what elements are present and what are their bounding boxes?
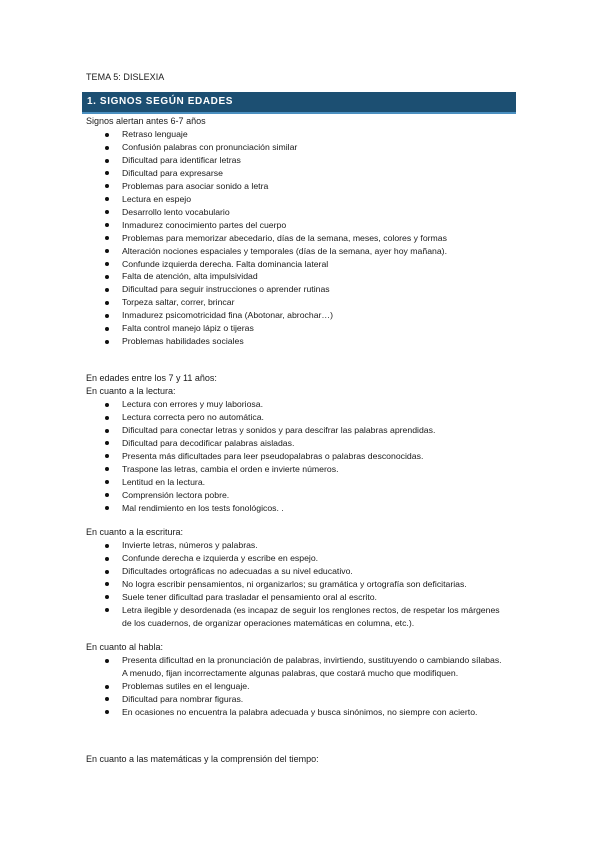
list-item: Lectura con errores y muy laboriosa.	[86, 398, 506, 411]
list-item: En ocasiones no encuentra la palabra adecuada y busca sinónimos, no siempre con acierto.	[86, 706, 506, 719]
list-item: Presenta dificultad en la pronunciación de palabras, invirtiendo, sustituyendo o cambiando sílabas. A menudo, fijan incorrectamente algunas palabras, que costará mucho que modifiquen.	[86, 654, 506, 680]
list-item: Dificultad para conectar letras y sonidos y para descifrar las palabras aprendidas.	[86, 424, 506, 437]
list-item: Falta control manejo lápiz o tijeras	[86, 322, 506, 335]
list-item: Confunde izquierda derecha. Falta dominancia lateral	[86, 258, 506, 271]
list-item: Desarrollo lento vocabulario	[86, 206, 506, 219]
speech-list	[86, 654, 506, 719]
list-item: Mal rendimiento en los tests fonológicos. .	[86, 502, 506, 515]
early-signs-list	[86, 128, 506, 348]
writing-heading: En cuanto a la escritura:	[86, 527, 184, 537]
list-item: No logra escribir pensamientos, ni organizarlos; su gramática y ortografía son deficitarias.	[86, 578, 506, 591]
list-item: Problemas habilidades sociales	[86, 335, 506, 348]
list-item: Dificultad para identificar letras	[86, 154, 506, 167]
list-item: Invierte letras, números y palabras.	[86, 539, 506, 552]
list-item: Dificultades ortográficas no adecuadas a su nivel educativo.	[86, 565, 506, 578]
list-item: Suele tener dificultad para trasladar el pensamiento oral al escrito.	[86, 591, 506, 604]
section-header: 1. SIGNOS SEGÚN EDADES	[82, 92, 516, 114]
list-item: Problemas para memorizar abecedario, días de la semana, meses, colores y formas	[86, 232, 506, 245]
list-item: Lectura correcta pero no automática.	[86, 411, 506, 424]
list-item: Dificultad para decodificar palabras aisladas.	[86, 437, 506, 450]
reading-list	[86, 398, 506, 515]
list-item: Retraso lenguaje	[86, 128, 506, 141]
reading-heading: En cuanto a la lectura:	[86, 386, 176, 396]
list-item: Alteración nociones espaciales y temporales (días de la semana, ayer hoy mañana).	[86, 245, 506, 258]
list-item: Problemas sutiles en el lenguaje.	[86, 680, 506, 693]
document-title: TEMA 5: DISLEXIA	[86, 72, 165, 82]
block2-intro: En edades entre los 7 y 11 años:	[86, 373, 217, 383]
list-item: Dificultad para expresarse	[86, 167, 506, 180]
list-item: Lentitud en la lectura.	[86, 476, 506, 489]
writing-list	[86, 539, 506, 630]
math-heading: En cuanto a las matemáticas y la comprensión del tiempo:	[86, 754, 319, 764]
list-item: Letra ilegible y desordenada (es incapaz de seguir los renglones rectos, de respetar los márgenes de los cuadernos, de organizar operaciones matemáticas en columna, etc.).	[86, 604, 506, 630]
list-item: Torpeza saltar, correr, brincar	[86, 296, 506, 309]
list-item: Confunde derecha e izquierda y escribe en espejo.	[86, 552, 506, 565]
block1-intro: Signos alertan antes 6-7 años	[86, 116, 206, 126]
list-item: Inmadurez psicomotricidad fina (Abotonar, abrochar…)	[86, 309, 506, 322]
list-item: Lectura en espejo	[86, 193, 506, 206]
list-item: Inmadurez conocimiento partes del cuerpo	[86, 219, 506, 232]
list-item: Dificultad para nombrar figuras.	[86, 693, 506, 706]
list-item: Problemas para asociar sonido a letra	[86, 180, 506, 193]
list-item: Presenta más dificultades para leer pseudopalabras o palabras desconocidas.	[86, 450, 506, 463]
list-item: Dificultad para seguir instrucciones o aprender rutinas	[86, 283, 506, 296]
speech-heading: En cuanto al habla:	[86, 642, 164, 652]
list-item: Traspone las letras, cambia el orden e invierte números.	[86, 463, 506, 476]
list-item: Comprensión lectora pobre.	[86, 489, 506, 502]
list-item: Falta de atención, alta impulsividad	[86, 270, 506, 283]
list-item: Confusión palabras con pronunciación similar	[86, 141, 506, 154]
